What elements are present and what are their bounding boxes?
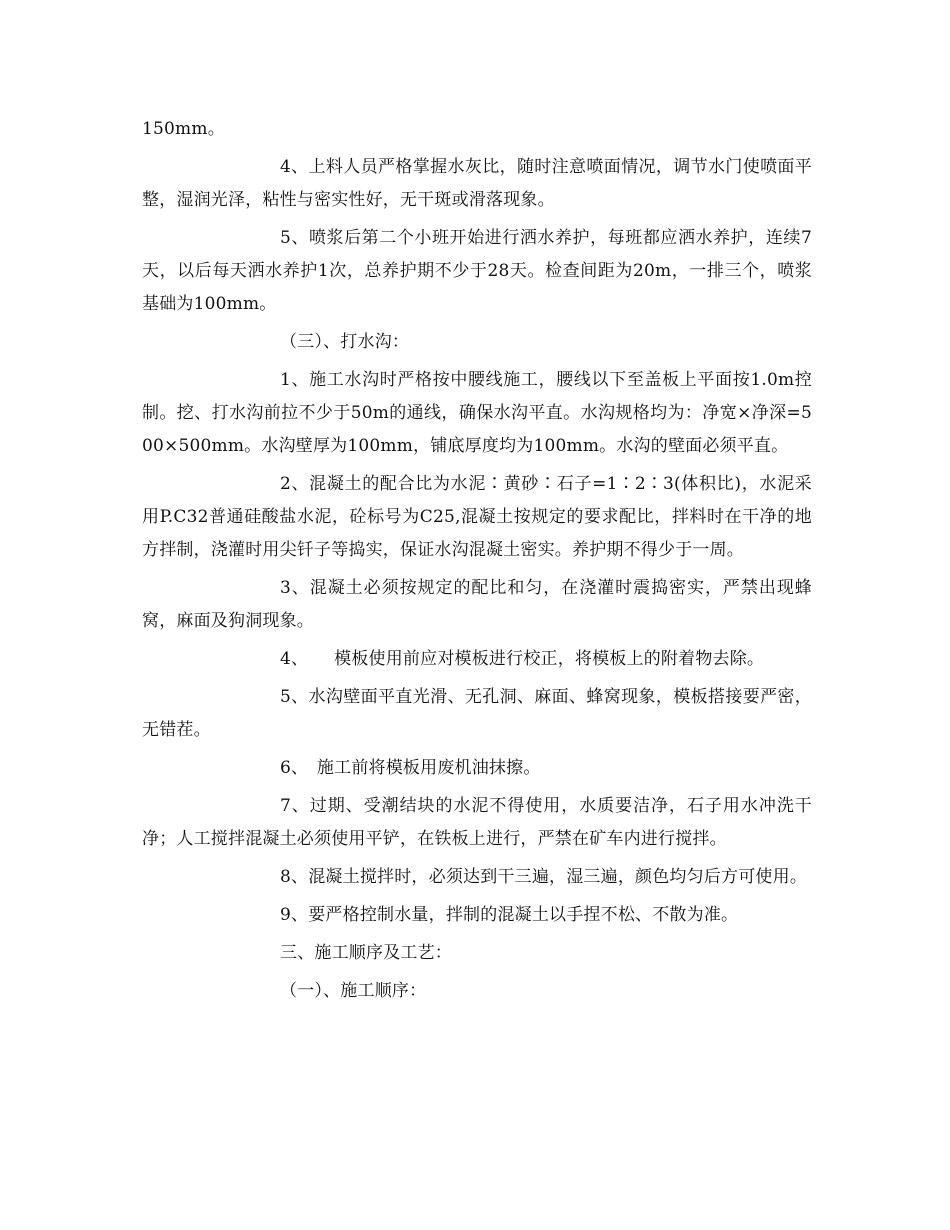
paragraph-drain-4: 4、 模板使用前应对模板进行校正，将模板上的附着物去除。 <box>280 649 765 669</box>
paragraph-drain-9: 9、要严格控制水量，拌制的混凝土以手捏不松、不散为准。 <box>280 905 739 925</box>
subsection-heading-order: （一）、施工顺序： <box>280 981 427 1001</box>
paragraph-drain-3: 3、混凝土必须按规定的配比和匀，在浇灌时震捣密实，严禁出现蜂窝，麻面及狗洞现象。 <box>142 578 812 631</box>
paragraph-drain-1: 1、施工水沟时严格按中腰线施工，腰线以下至盖板上平面按1.0m控制。挖、打水沟前拉不少于50m的通线，确保水沟平直。水沟规格均为：净宽×净深=500×500mm。水沟壁厚为100mm，铺底厚度均为100mm。水沟的壁面必须平直。 <box>142 370 812 456</box>
paragraph-drain-7: 7、过期、受潮结块的水泥不得使用，水质要洁净，石子用水冲洗干净；人工搅拌混凝土必须使用平铲，在铁板上进行，严禁在矿车内进行搅拌。 <box>142 796 812 849</box>
section-heading-sequence: 三、施工顺序及工艺： <box>280 943 452 963</box>
paragraph-drain-2: 2、混凝土的配合比为水泥∶黄砂∶石子=1∶2∶3(体积比)，水泥采用P.C32普通硅酸盐水泥，砼标号为C25,混凝土按规定的要求配比，拌料时在干净的地方拌制，浇灌时用尖钎子等捣实，保证水沟混凝土密实。养护期不得少于一周。 <box>142 474 812 560</box>
paragraph-continuation: 150mm。 <box>142 119 225 139</box>
paragraph-drain-8: 8、混凝土搅拌时，必须达到干三遍，湿三遍，颜色均匀后方可使用。 <box>280 867 808 887</box>
section-heading-drainage: （三）、打水沟： <box>280 332 410 352</box>
paragraph-item-5: 5、喷浆后第二个小班开始进行洒水养护，每班都应洒水养护，连续7天，以后每天洒水养护1次，总养护期不少于28天。检查间距为20m，一排三个，喷浆基础为100mm。 <box>142 228 812 314</box>
document-body <box>142 113 812 1008</box>
paragraph-drain-5: 5、水沟壁面平直光滑、无孔洞、麻面、蜂窝现象，模板搭接要严密，无错茬。 <box>142 687 812 740</box>
paragraph-drain-6: 6、 施工前将模板用废机油抹擦。 <box>280 758 541 778</box>
paragraph-item-4: 4、上料人员严格掌握水灰比，随时注意喷面情况，调节水门使喷面平整，湿润光泽，粘性与密实性好，无干斑或滑落现象。 <box>142 157 812 210</box>
